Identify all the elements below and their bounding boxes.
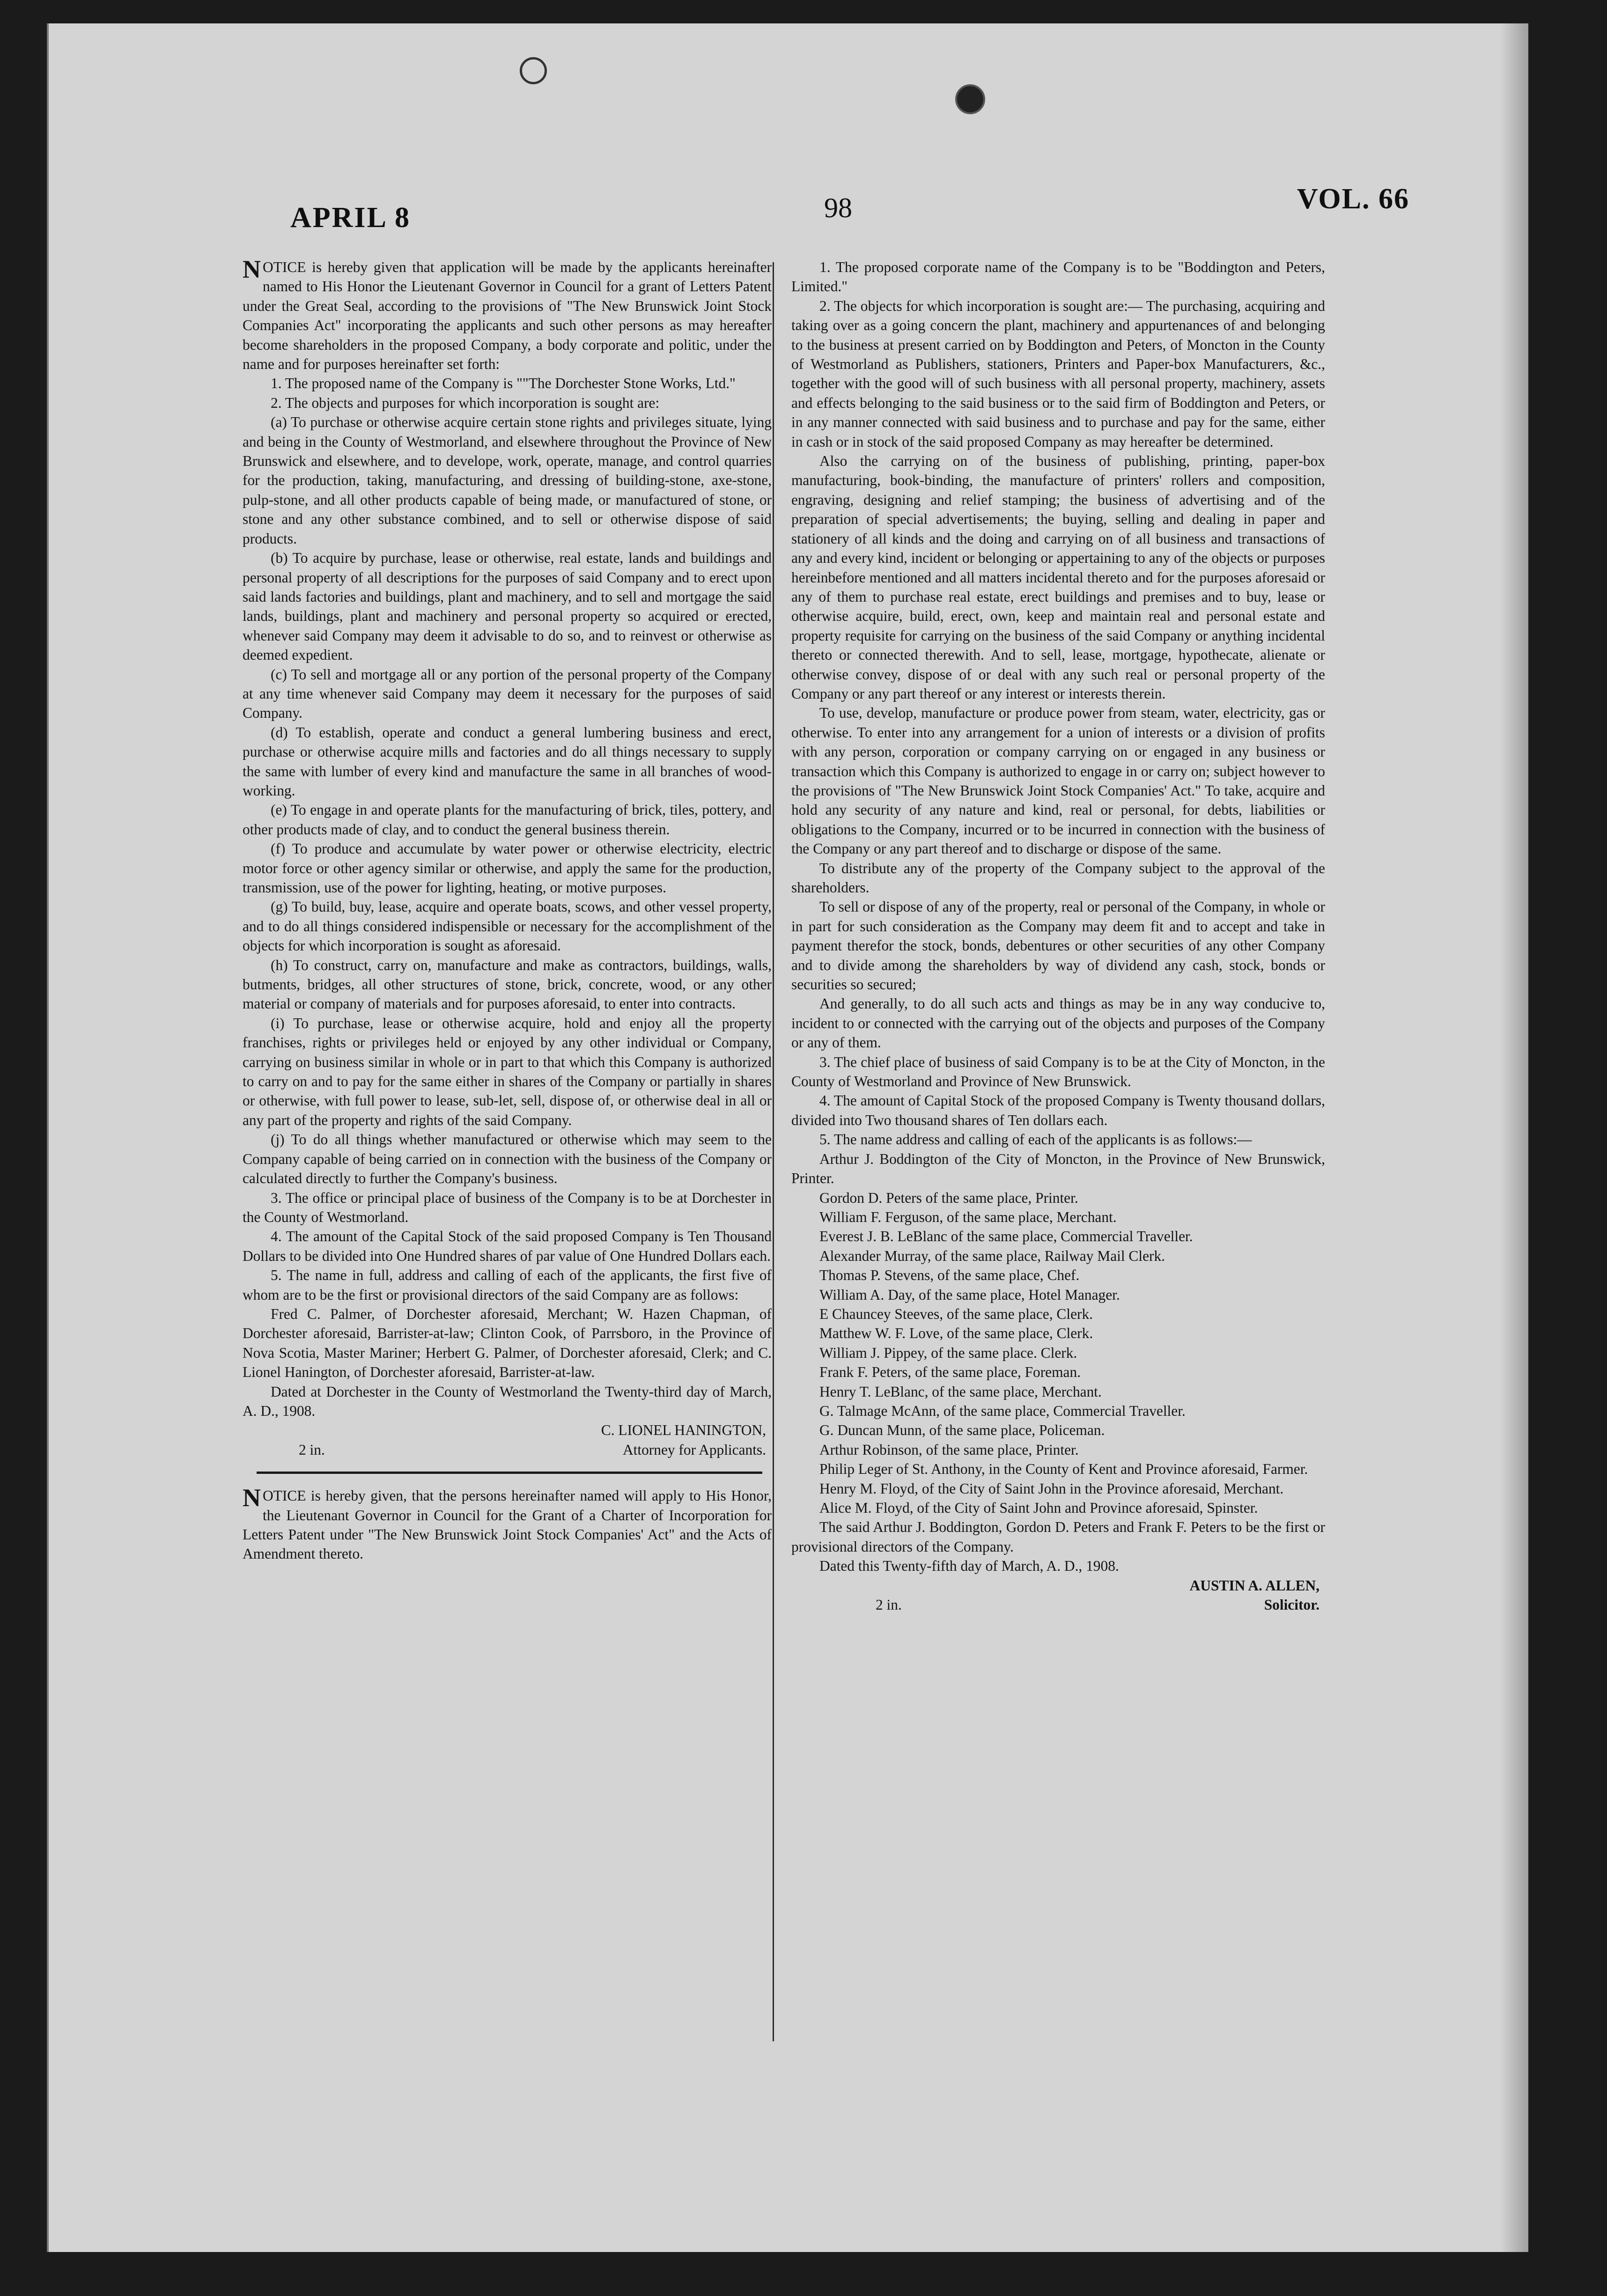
signature-name: AUSTIN A. ALLEN, <box>1189 1577 1320 1594</box>
applicant-entry: Henry T. LeBlanc, of the same place, Merchant. <box>819 1383 1102 1400</box>
notice-paragraph: 4. The amount of Capital Stock of the proposed Company is Twenty thousand dollars, divided into Two thousand shares of Ten dollars each. <box>791 1092 1325 1128</box>
applicant-entry: William A. Day, of the same place, Hotel Manager. <box>819 1286 1120 1303</box>
notice-paragraph: (b) To acquire by purchase, lease or otherwise, real estate, lands and buildings and personal property of all descriptions for the purposes of said Company and to erect upon said lands factories and buildings, plant and machinery, and to sell and mortgage the said lands, buildings, plant and machinery and personal property so acquired or erected, whenever said Company may deem it advisable to do so, and to reinvest or otherwise as deemed expedient. <box>243 550 772 663</box>
notice-paragraph: To sell or dispose of any of the property, real or personal of the Company, in whole or in part for such consideration as the Company may deem fit and to accept and take in payment therefor the stock, bonds, debentures or other securities of any other Company and to divide among the shareholders by way of dividend any cash, stock, bonds or securities so secured; <box>791 898 1325 993</box>
notice-paragraph: (c) To sell and mortgage all or any portion of the personal property of the Company at any time whenever said Company may deem it necessary for the purposes of said Company. <box>243 666 772 721</box>
applicant-entry: G. Duncan Munn, of the same place, Policeman. <box>819 1422 1105 1439</box>
size-note: 2 in. <box>876 1597 902 1613</box>
notice-paragraph: To use, develop, manufacture or produce power from steam, water, electricity, gas or otherwise. To enter into any arrangement for a union of interests or a division of profits with any person, corporation or company carrying on or engaged in any business or transaction which this Company is authorized to engage in or carry on; subject however to the provisions of "The New Brunswick Joint Stock Companies' Act." To take, acquire and hold any security of any nature and kind, real or personal, for debts, liabilities or obligations to the Company, incurred or to be incurred in connection with the business of the Company or any part thereof and to discharge or dispose of the same. <box>791 705 1325 857</box>
notice-paragraph: The said Arthur J. Boddington, Gordon D. Peters and Frank F. Peters to be the first or provisional directors of the Company. <box>791 1519 1325 1555</box>
notice-paragraph: 2. The objects and purposes for which incorporation is sought are: <box>271 394 660 411</box>
punch-hole <box>955 84 985 114</box>
notice-paragraph: 3. The office or principal place of business of the Company is to be at Dorchester in the County of Westmorland. <box>243 1189 772 1225</box>
applicant-entry: Philip Leger of St. Anthony, in the County of Kent and Province aforesaid, Farmer. <box>819 1461 1308 1478</box>
signature-title: Solicitor. <box>1264 1597 1320 1613</box>
signature-row <box>791 1595 1325 1614</box>
drop-cap: N <box>243 255 261 283</box>
size-note: 2 in. <box>299 1441 325 1458</box>
notice-paragraph: 5. The name address and calling of each of the applicants is as follows:— <box>819 1131 1252 1148</box>
signature-name: C. LIONEL HANINGTON, <box>601 1422 766 1439</box>
notice-paragraph: And generally, to do all such acts and things as may be in any way conducive to, incident to or connected with the carrying out of the objects and purposes of the Company or any of them. <box>791 995 1325 1051</box>
applicant-entry: G. Talmage McAnn, of the same place, Commercial Traveller. <box>819 1402 1186 1419</box>
applicant-entry: Arthur Robinson, of the same place, Printer. <box>819 1441 1079 1458</box>
applicant-entry: Everest J. B. LeBlanc of the same place, Commercial Traveller. <box>819 1228 1193 1245</box>
notice-paragraph: 1. The proposed name of the Company is ""The Dorchester Stone Works, Ltd." <box>271 375 736 392</box>
applicant-entry: Alexander Murray, of the same place, Railway Mail Clerk. <box>819 1247 1165 1264</box>
column-divider <box>773 262 774 2041</box>
dated-line: Dated this Twenty-fifth day of March, A. D., 1908. <box>819 1558 1119 1575</box>
applicant-entry: E Chauncey Steeves, of the same place, Clerk. <box>819 1305 1093 1322</box>
notice-paragraph: NOTICE is hereby given, that the persons hereinafter named will apply to His Honor, the Lieutenant Governor in Council for the Grant of a Charter of Incorporation for Letters Patent under "The New Brunswick Joint Stock Companies' Act" and the Acts of Amendment thereto. <box>243 1484 772 1562</box>
page-number: 98 <box>824 192 852 223</box>
punch-hole <box>520 57 547 84</box>
notice-paragraph: Also the carrying on of the business of publishing, printing, paper-box manufacturing, book-binding, the manufacture of printers' rollers and composition, engraving, designing and relief stamping; the business of advertising and of the preparation of special advertisements; the buying, selling and dealing in paper and stationery of all kinds and the doing and carrying on of all business and transactions of any and every kind, incident or belonging or appertaining to any of the objects or purposes hereinbefore mentioned and all matters incidental thereto and for the purposes aforesaid or any of them to purchase real estate, erect buildings and premises and to buy, lease or otherwise acquire, build, erect, own, keep and maintain real and personal estate and property requisite for carrying on the business of the said Company or anything incidental thereto or connected therewith. And to sell, lease, mortgage, hypothecate, alienate or otherwise convey, dispose of or deal with any such real or personal property of the Company or any part thereof or any interest or interests therein. <box>791 453 1325 702</box>
drop-cap: N <box>243 1484 261 1512</box>
section-rule <box>257 1472 762 1474</box>
notice-paragraph: (f) To produce and accumulate by water power or otherwise electricity, electric motor force or other agency similar or otherwise, and apply the same for the production, transmission, use of the power for lighting, heating, or motive purposes. <box>243 840 772 896</box>
applicant-entry: Alice M. Floyd, of the City of Saint John and Province aforesaid, Spinster. <box>819 1500 1258 1516</box>
notice-paragraph: 4. The amount of the Capital Stock of the said proposed Company is Ten Thousand Dollars to be divided into One Hundred shares of par value of One Hundred Dollars each. <box>243 1228 772 1264</box>
page-header <box>234 164 1409 234</box>
notice-paragraph: To distribute any of the property of the Company subject to the approval of the shareholders. <box>791 860 1325 896</box>
signature-title: Attorney for Applicants. <box>623 1441 766 1458</box>
notice-paragraph: 3. The chief place of business of said Company is to be at the City of Moncton, in the County of Westmorland and Province of New Brunswick. <box>791 1053 1325 1090</box>
page-edge-shadow <box>1500 23 1528 2252</box>
notice-paragraph: 1. The proposed corporate name of the Company is to be "Boddington and Peters, Limited." <box>791 259 1325 295</box>
applicant-entry: Arthur J. Boddington of the City of Moncton, in the Province of New Brunswick, Printer. <box>791 1150 1325 1187</box>
signature-row <box>243 1440 772 1459</box>
dated-line: Dated at Dorchester in the County of Westmorland the Twenty-third day of March, A. D., 1908. <box>243 1383 772 1419</box>
applicant-entry: Thomas P. Stevens, of the same place, Chef. <box>819 1267 1080 1284</box>
volume-label: VOL. 66 <box>1297 183 1409 215</box>
notice-paragraph: 5. The name in full, address and calling of each of the applicants, the first five of whom are to be the first or provisional directors of the said Company are as follows: <box>243 1267 772 1303</box>
applicant-entry: Frank F. Peters, of the same place, Foreman. <box>819 1364 1081 1381</box>
applicant-entry: Matthew W. F. Love, of the same place, Clerk. <box>819 1325 1093 1342</box>
notice-paragraph: (e) To engage in and operate plants for the manufacturing of brick, tiles, pottery, and other products made of clay, and to conduct the general business therein. <box>243 802 772 838</box>
applicant-entry: Henry M. Floyd, of the City of Saint John in the Province aforesaid, Merchant. <box>819 1480 1284 1497</box>
notice-paragraph: (h) To construct, carry on, manufacture and make as contractors, buildings, walls, butments, bridges, all other structures of stone, brick, concrete, wood, or any other material or company of materials and for purposes aforesaid, to enter into contracts. <box>243 957 772 1012</box>
right-column <box>791 258 1325 1614</box>
applicant-entry: Gordon D. Peters of the same place, Printer. <box>819 1189 1078 1206</box>
applicant-entry: William J. Pippey, of the same place. Clerk. <box>819 1344 1077 1361</box>
notice-paragraph: (j) To do all things whether manufactured or otherwise which may seem to the Company capable of being carried on in connection with the business of the Company or calculated directly to further the Company's business. <box>243 1131 772 1187</box>
notice-paragraph: (d) To establish, operate and conduct a general lumbering business and erect, purchase or otherwise acquire mills and factories and do all things necessary to supply the same with lumber of every kind and manufacture the same in all branches of wood-working. <box>243 724 772 799</box>
notice-paragraph: Fred C. Palmer, of Dorchester aforesaid, Merchant; W. Hazen Chapman, of Dorchester aforesaid, Barrister-at-law; Clinton Cook, of Parrsboro, in the Province of Nova Scotia, Master Mariner; Herbert G. Palmer, of Dorchester aforesaid, Clerk; and C. Lionel Hanington, of Dorchester aforesaid, Barrister-at-law. <box>243 1305 772 1381</box>
applicant-entry: William F. Ferguson, of the same place, Merchant. <box>819 1208 1117 1225</box>
notice-paragraph: (a) To purchase or otherwise acquire certain stone rights and privileges situate, lying and being in the County of Westmorland, and elsewhere throughout the Province of New Brunswick and elsewhere, and to develope, work, operate, manage, and control quarries for the production, taking, manufacturing, and dressing of building-stone, axe-stone, pulp-stone, and all other products capable of being made, or manufactured of stone, or stone and any other substance combined, and to sell or otherwise dispose of said products. <box>243 414 772 547</box>
left-column <box>243 255 772 1564</box>
header-date: APRIL 8 <box>290 202 411 234</box>
notice-paragraph: (i) To purchase, lease or otherwise acquire, hold and enjoy all the property franchises, rights or privileges held or enjoyed by any other individual or Company, carrying on business similar in whole or in part to that which this Company is authorized to carry on and to pay for the same either in shares of the Company or partially in shares or otherwise, with full power to lease, sub-let, sell, dispose of, or otherwise deal in all or any part of the property and rights of the said Company. <box>243 1015 772 1128</box>
notice-paragraph: NOTICE is hereby given that application will be made by the applicants hereinafter named to His Honor the Lieutenant Governor in Council for a grant of Letters Patent under the Great Seal, according to the provisions of "The New Brunswick Joint Stock Companies Act" incorporating the applicants and such other persons as may hereafter become shareholders in the proposed Company, a body corporate and politic, under the name and for purposes hereinafter set forth: <box>243 255 772 373</box>
notice-paragraph: 2. The objects for which incorporation is sought are:— The purchasing, acquiring and taking over as a going concern the plant, machinery and appurtenances of and belonging to the business at present carried on by Boddington and Peters, of Moncton in the County of Westmorland as Publishers, stationers, Printers and Paper-box Manufacturers, &c., together with the good will of such business with all personal property, machinery, assets and effects belonging to the said business or to the said firm of Boddington and Peters, or in any manner connected with said business and to purchase and pay for the same, either in cash or in stock of the said proposed Company as may hereafter be determined. <box>791 297 1325 450</box>
notice-paragraph: (g) To build, buy, lease, acquire and operate boats, scows, and other vessel property, and to do all things considered indispensible or necessary for the accomplishment of the objects for which incorporation is sought as aforesaid. <box>243 898 772 954</box>
